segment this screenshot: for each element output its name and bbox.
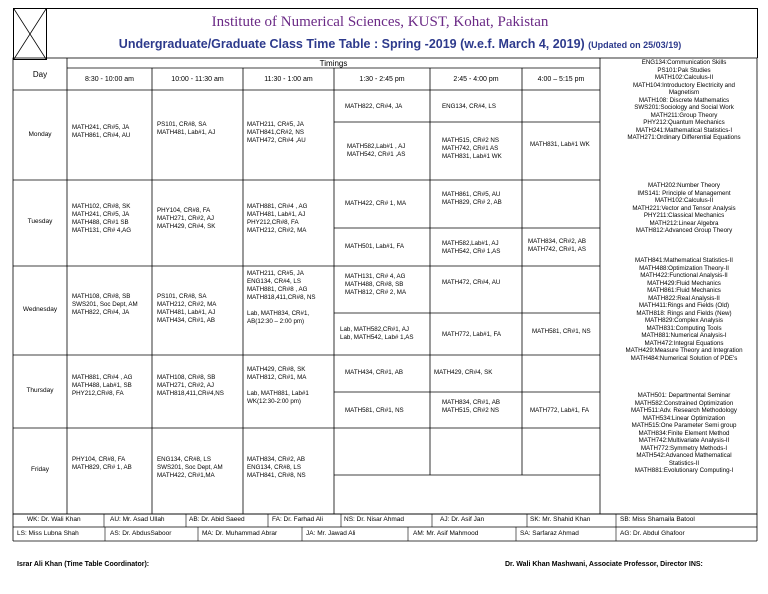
- faculty-sb: SB: Miss Shamaila Batool: [620, 516, 695, 523]
- faculty-ja: JA: Mr. Jawad Ali: [306, 530, 356, 537]
- faculty-aj: AJ: Dr. Asif Jan: [440, 516, 485, 523]
- coordinator-signature: Israr Ali Khan (Time Table Coordinator):: [17, 561, 150, 568]
- cell-wed-slot5a: MATH472, CR#4, AU: [442, 279, 501, 286]
- cell-thu-slot5a: MATH429, CR#4, SK: [434, 369, 493, 376]
- slot-header-3: 11:30 - 1:00 am: [264, 76, 313, 83]
- cell-wed-slot4b: Lab, MATH582,CR#1, AJ Lab, MATH542, Lab# 1,AS: [340, 326, 414, 341]
- day-header: Day: [32, 70, 48, 79]
- course-list-3: MATH841:Mathematical Statistics-II MATH488:Optimization Theory-II MATH422:Functional Analysis-II MATH429:Fluid Mechanics MATH861:Fluid Mechanics MATH822:Real Analysis-II MATH411:Rings and Fields (Old) MATH818: Rings and Fields (New) MATH829:Complex Analysis MATH831:Computing Tools MATH881:Numerical Analysis-I MATH472:Integral Equations MATH429:Measure Theory and Integration MATH484:Numerical Solution of PDE's: [625, 257, 743, 362]
- faculty-am: AM: Mr. Asif Mahmood: [413, 530, 479, 537]
- cell-tue-slot3: MATH881, CR#4 , AG MATH481, Lab#1, AJ PHY212,CR#8, FA MATH212, CR#2, MA: [247, 203, 308, 234]
- course-list-4: MATH501: Departmental Seminar MATH582:Constrained Optimization MATH511:Adv. Research Methodology MATH534:Linear Optimization MATH515:One Parameter Semi group MATH834:Finite Element Method MATH742:Multivariate Analysis-II MATH772:Symmetry Methods-I MATH542:Advanced Mathematical Statistics-II MATH881:Evolutionary Computing-I: [631, 392, 737, 474]
- day-wednesday: Wednesday: [22, 306, 58, 313]
- faculty-wk: WK: Dr. Wali Khan: [27, 516, 81, 523]
- updated-date: (Updated on 25/03/19): [588, 40, 682, 50]
- cell-tue-slot6b: MATH834, CR#2, AB MATH742, CR#1, AS: [528, 238, 587, 253]
- faculty-ag: AG: Dr. Abdul Ghafoor: [620, 530, 685, 537]
- cell-wed-slot3: MATH211, CR#5, JA ENG134, CR#4, LS MATH881, CR#8 , AG MATH818,411,CR#8, NS Lab, MATH834, CR#1, AB(12:30 – 2:00 pm): [247, 270, 316, 325]
- slot-header-1: 8:30 - 10:00 am: [84, 76, 135, 83]
- cell-thu-slot4b: MATH581, CR#1, NS: [345, 407, 404, 414]
- cell-thu-slot1: MATH881, CR#4 , AG MATH488, Lab#1, SB PHY212,CR#8, FA: [72, 374, 133, 397]
- cell-thu-slot5b: MATH834, CR#1, AB MATH515, CR#2 NS: [442, 399, 501, 414]
- faculty-ab: AB: Dr. Abid Saeed: [189, 516, 245, 523]
- faculty-au: AU: Mr. Asad Ullah: [110, 516, 165, 523]
- cell-mon-slot5a: ENG134, CR#4, LS: [442, 103, 496, 110]
- day-monday: Monday: [28, 131, 52, 138]
- cell-mon-slot5b: MATH515, CR#2 NS MATH742, CR#1 AS MATH831, Lab#1 WK: [442, 137, 502, 160]
- cell-mon-slot4a: MATH822, CR#4, JA: [345, 103, 403, 110]
- page-title: Institute of Numerical Sciences, KUST, Kohat, Pakistan: [211, 14, 549, 30]
- cell-wed-slot6b: MATH581, CR#1, NS: [532, 328, 591, 335]
- slot-header-2: 10:00 - 11:30 am: [171, 76, 224, 83]
- day-thursday: Thursday: [26, 387, 54, 394]
- cell-wed-slot1: MATH108, CR#8, SB SWS201, Soc Dept, AM MATH822, CR#4, JA: [72, 293, 138, 316]
- faculty-ls: LS: Miss Lubna Shah: [17, 530, 79, 537]
- cell-mon-slot4b: MATH582,Lab#1 , AJ MATH542, CR#1 ,AS: [347, 143, 406, 158]
- cell-tue-slot2: PHY104, CR#8, FA MATH271, CR#2, AJ MATH429, CR#4, SK: [157, 207, 216, 230]
- cell-fri-slot2: ENG134, CR#8, LS SWS201, Soc Dept, AM MATH422, CR#1,MA: [157, 456, 223, 479]
- faculty-sk: SK: Mr. Shahid Khan: [530, 516, 591, 523]
- cell-wed-slot4a: MATH131, CR# 4, AG MATH488, CR#8, SB MATH812, CR# 2, MA: [345, 273, 407, 296]
- cell-mon-slot1: MATH241, CR#5, JA MATH861, CR#4, AU: [72, 124, 131, 139]
- director-signature: Dr. Wali Khan Mashwani, Associate Professor, Director INS:: [505, 561, 703, 568]
- cell-thu-slot3: MATH429, CR#8, SK MATH812, CR#1, MA Lab, MATH881, Lab#1 WK(12:30-2:00 pm): [247, 366, 309, 405]
- slot-header-5: 2:45 - 4:00 pm: [453, 76, 499, 83]
- cell-wed-slot2: PS101, CR#8, SA MATH212, CR#2, MA MATH481, Lab#1, AJ MATH434, CR#1, AB: [157, 293, 217, 324]
- cell-tue-slot5b: MATH582,Lab#1, AJ MATH542, CR# 1,AS: [442, 240, 501, 255]
- course-list-2: MATH202:Number Theory IMS141: Principle of Management MATH102:Calculus-II MATH221:Vector and Tensor Analysis PHY211:Classical Mechanics MATH212:Linear Algebra MATH812:Advanced Group Theory: [632, 182, 736, 234]
- cell-mon-slot2: PS101, CR#8, SA MATH481, Lab#1, AJ: [157, 121, 216, 136]
- slot-header-6: 4:00 – 5:15 pm: [537, 76, 585, 83]
- cell-thu-slot6b: MATH772, Lab#1, FA: [530, 407, 590, 414]
- course-list-1: ENG134:Communication Skills PS101:Pak Studies MATH102:Calculus-II MATH104:Introductory Electricity and Magnetism MATH108: Discrete Mathematics SWS201:Sociology and Social Work MATH211:Group Theory PHY212:Quantum Mechanics MATH241:Mathematical Statistics-I MATH271:Ordinary Differential Equations: [627, 59, 741, 141]
- timings-header: Timings: [319, 59, 348, 68]
- cell-tue-slot5a: MATH861, CR#5, AU MATH829, CR# 2, AB: [442, 191, 502, 206]
- cell-fri-slot1: PHY104, CR#8, FA MATH829, CR# 1, AB: [72, 456, 132, 471]
- cell-tue-slot1: MATH102, CR#8, SK MATH241, CR#5, JA MATH488, CR#1 SB MATH131, CR# 4,AG: [72, 203, 132, 234]
- cell-thu-slot2: MATH108, CR#8, SB MATH271, CR#2, AJ MATH818,411,CR#4,NS: [157, 374, 224, 397]
- faculty-as: AS: Dr. AbdusSaboor: [110, 530, 172, 537]
- cell-tue-slot4b: MATH501, Lab#1, FA: [345, 243, 405, 250]
- day-friday: Friday: [30, 466, 50, 473]
- cell-tue-slot4a: MATH422, CR# 1, MA: [345, 200, 407, 207]
- subtitle-text: Undergraduate/Graduate Class Time Table : Spring -2019 (w.e.f. March 4, 2019): [118, 37, 585, 51]
- cell-mon-slot6: MATH831, Lab#1 WK: [530, 141, 590, 148]
- slot-header-4: 1:30 - 2:45 pm: [359, 76, 405, 83]
- cell-fri-slot3: MATH834, CR#2, AB ENG134, CR#8, LS MATH841, CR#8, NS: [247, 456, 306, 479]
- cell-thu-slot4a: MATH434, CR#1, AB: [345, 369, 404, 376]
- faculty-fa: FA: Dr. Farhad Ali: [272, 516, 323, 523]
- faculty-sa: SA: Sarfaraz Ahmad: [520, 530, 579, 537]
- cell-wed-slot5b: MATH772, Lab#1, FA: [442, 331, 502, 338]
- faculty-ns: NS: Dr. Nisar Ahmad: [344, 516, 404, 523]
- faculty-ma: MA: Dr. Muhammad Abrar: [202, 530, 278, 537]
- day-tuesday: Tuesday: [27, 218, 53, 225]
- cell-mon-slot3: MATH211, CR#5, JA MATH841,CR#2, NS MATH472, CR#4 ,AU: [247, 121, 306, 144]
